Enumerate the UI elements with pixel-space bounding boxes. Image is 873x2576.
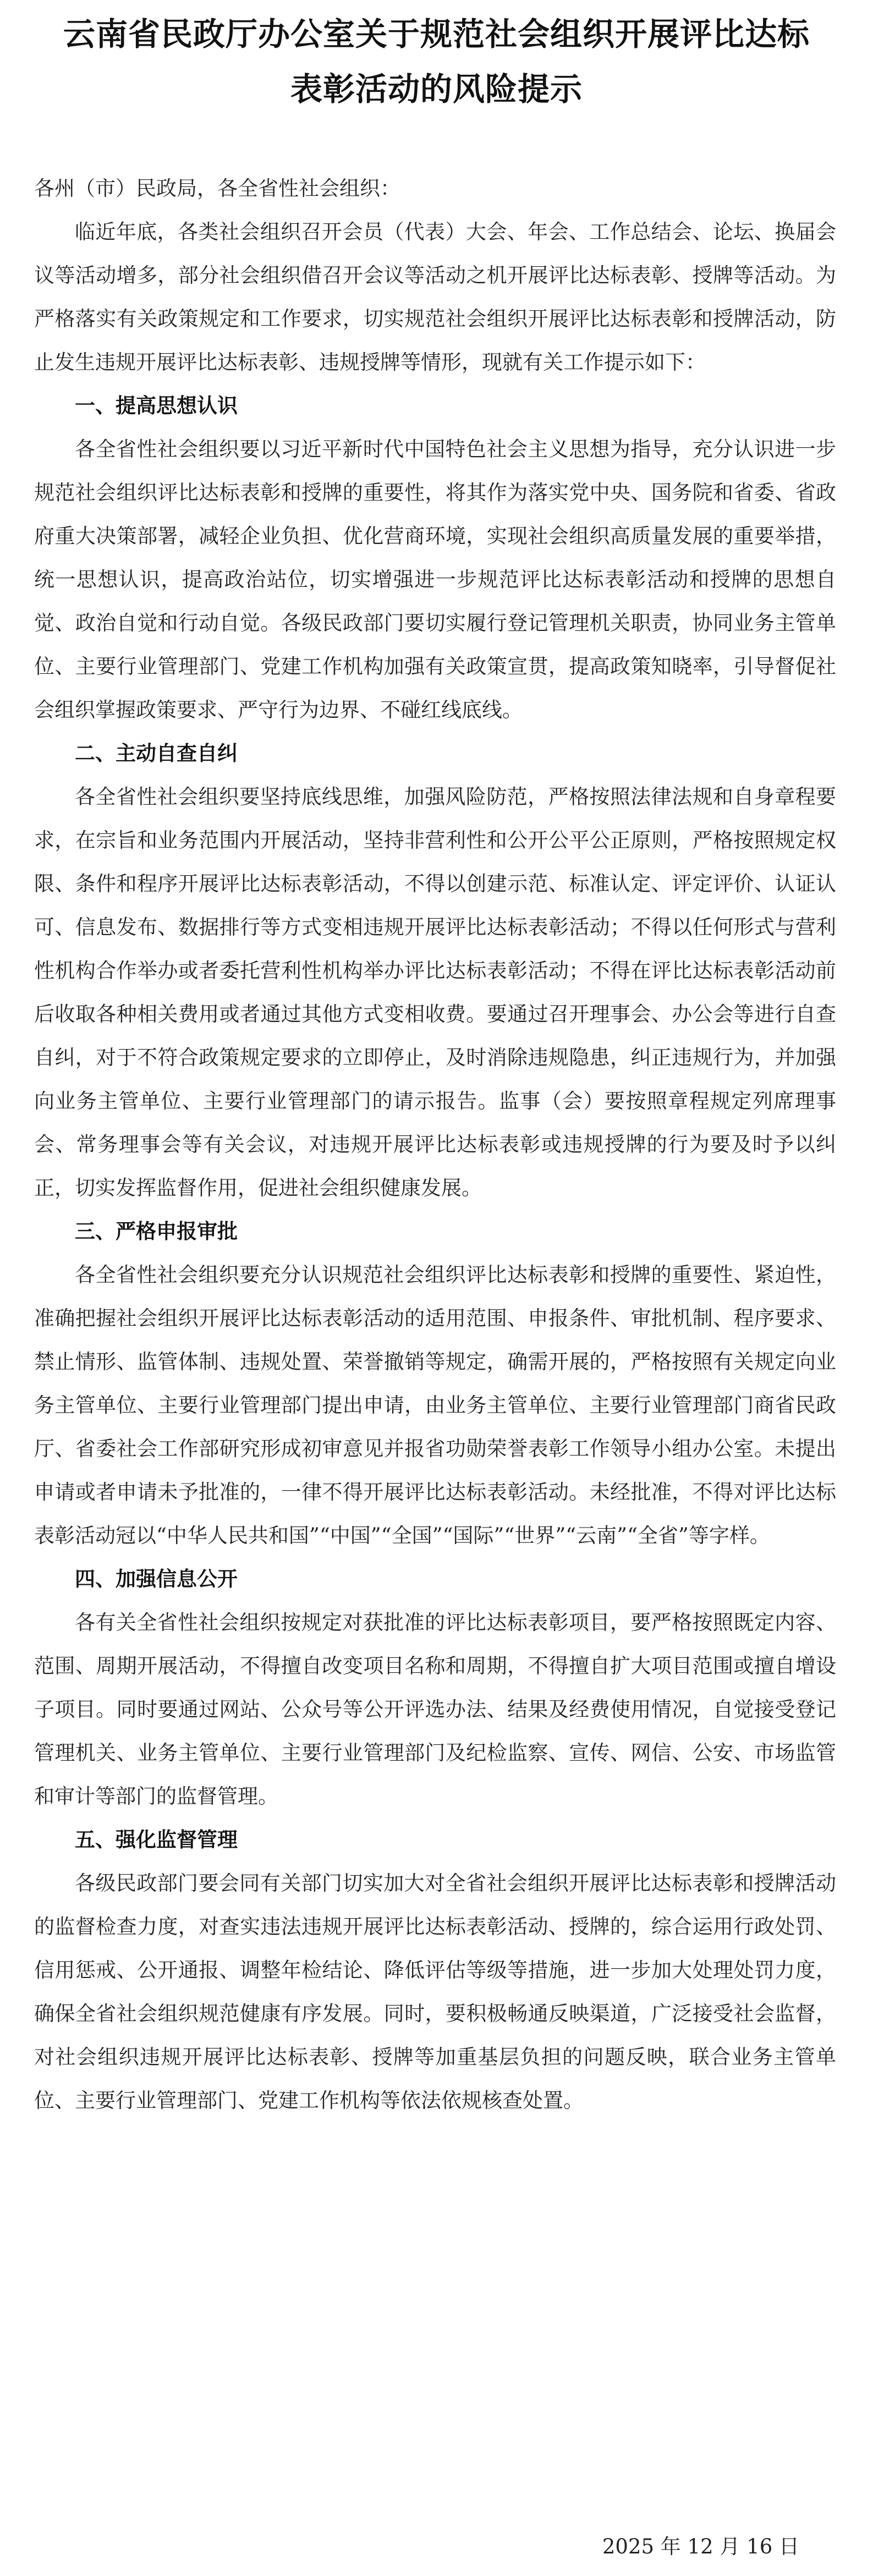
section-heading: 四、加强信息公开 xyxy=(75,1567,238,1591)
document-title xyxy=(0,7,873,117)
section-5 xyxy=(34,1818,836,2122)
section-4 xyxy=(34,1557,836,1818)
section-body: 各级民政部门要会同有关部门切实加大对全省社会组织开展评比达标表彰和授牌活动的监督检查力度，对查实违法违规开展评比达标表彰活动、授牌的，综合运用行政处罚、信用惩戒、公开通报、调整年检结论、降低评估等级等措施，进一步加大处理处罚力度，确保全省社会组织规范健康有序发展。同时，要积极畅通反映渠道，广泛接受社会监督，对社会组织违规开展评比达标表彰、授牌等加重基层负担的问题反映，联合业务主管单位、主要行业管理部门、党建工作机构等依法依规核查处置。 xyxy=(34,1871,836,2112)
document-body xyxy=(34,167,836,2122)
section-body: 各全省性社会组织要充分认识规范社会组织评比达标表彰和授牌的重要性、紧迫性，准确把握社会组织开展评比达标表彰活动的适用范围、申报条件、审批机制、程序要求、禁止情形、监管体制、违规处置、荣誉撤销等规定，确需开展的，严格按照有关规定向业务主管单位、主要行业管理部门提出申请，由业务主管单位、主要行业管理部门商省民政厅、省委社会工作部研究形成初审意见并报省功勋荣誉表彰工作领导小组办公室。未提出申请或者申请未予批准的，一律不得开展评比达标表彰活动。未经批准，不得对评比达标表彰活动冠以“中华人民共和国”“中国”“全国”“国际”“世界”“云南”“全省”等字样。 xyxy=(34,1263,836,1547)
intro-paragraph: 临近年底，各类社会组织召开会员（代表）大会、年会、工作总结会、论坛、换届会议等活动增多，部分社会组织借召开会议等活动之机开展评比达标表彰、授牌等活动。为严格落实有关政策规定和工作要求，切实规范社会组织开展评比达标表彰和授牌活动，防止发生违规开展评比达标表彰、违规授牌等情形，现就有关工作提示如下： xyxy=(34,220,836,374)
section-3 xyxy=(34,1210,836,1557)
section-heading: 五、强化监督管理 xyxy=(75,1828,238,1852)
section-body: 各全省性社会组织要以习近平新时代中国特色社会主义思想为指导，充分认识进一步规范社会组织评比达标表彰和授牌的重要性，将其作为落实党中央、国务院和省委、省政府重大决策部署，减轻企业负担、优化营商环境，实现社会组织高质量发展的重要举措，统一思想认识，提高政治站位，切实增强进一步规范评比达标表彰活动和授牌的思想自觉、政治自觉和行动自觉。各级民政部门要切实履行登记管理机关职责，协同业务主管单位、主要行业管理部门、党建工作机构加强有关政策宣贯，提高政策知晓率，引导督促社会组织掌握政策要求、严守行为边界、不碰红线底线。 xyxy=(34,437,836,722)
section-1 xyxy=(34,384,836,732)
issue-date: 2025 年 12 月 16 日 xyxy=(602,2535,799,2558)
section-body: 各全省性社会组织要坚持底线思维，加强风险防范，严格按照法律法规和自身章程要求，在宗旨和业务范围内开展活动，坚持非营利性和公开公平公正原则，严格按照规定权限、条件和程序开展评比达标表彰活动，不得以创建示范、标准认定、评定评价、认证认可、信息发布、数据排行等方式变相违规开展评比达标表彰活动；不得以任何形式与营利性机构合作举办或者委托营利性机构举办评比达标表彰活动；不得在评比达标表彰活动前后收取各种相关费用或者通过其他方式变相收费。要通过召开理事会、办公会等进行自查自纠，对于不符合政策规定要求的立即停止，及时消除违规隐患，纠正违规行为，并加强向业务主管单位、主要行业管理部门的请示报告。监事（会）要按照章程规定列席理事会、常务理事会等有关会议，对违规开展评比达标表彰或违规授牌的行为要及时予以纠正，切实发挥监督作用，促进社会组织健康发展。 xyxy=(34,785,836,1200)
section-heading: 二、主动自查自纠 xyxy=(75,742,238,765)
section-body: 各有关全省性社会组织按规定对获批准的评比达标表彰项目，要严格按照既定内容、范围、周期开展活动，不得擅自改变项目名称和周期，不得擅自扩大项目范围或擅自增设子项目。同时要通过网站、公众号等公开评选办法、结果及经费使用情况，自觉接受登记管理机关、业务主管单位、主要行业管理部门及纪检监察、宣传、网信、公安、市场监管和审计等部门的监督管理。 xyxy=(34,1611,836,1808)
title-line-1: 云南省民政厅办公室关于规范社会组织开展评比达标 xyxy=(63,15,810,53)
section-heading: 一、提高思想认识 xyxy=(75,394,238,418)
section-2 xyxy=(34,732,836,1210)
salutation: 各州（市）民政局，各全省性社会组织： xyxy=(34,177,400,200)
title-line-2: 表彰活动的风险提示 xyxy=(290,70,583,108)
section-heading: 三、严格申报审批 xyxy=(75,1220,238,1243)
